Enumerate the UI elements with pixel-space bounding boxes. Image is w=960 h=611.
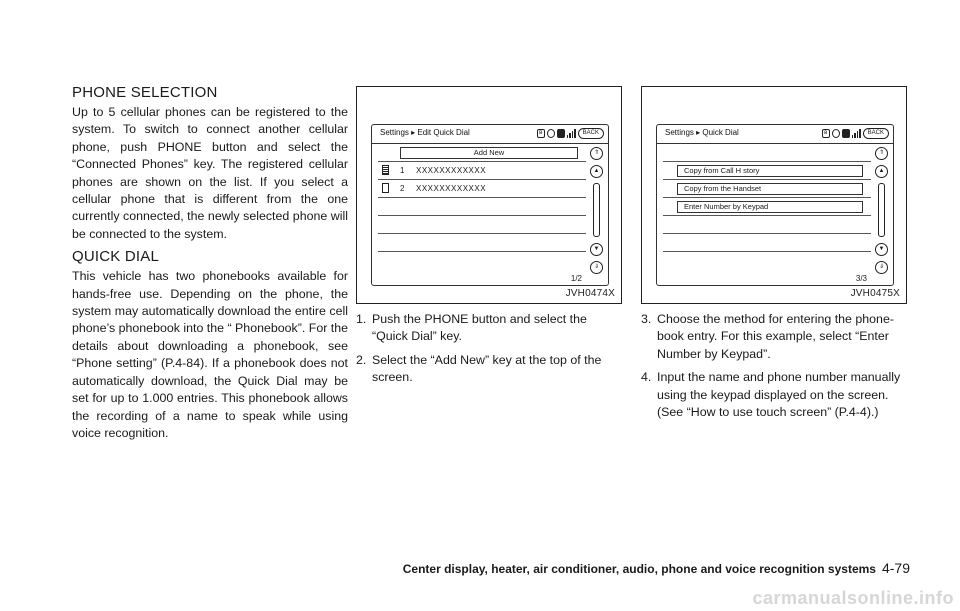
screen-title: Settings ▸ Edit Quick Dial [380,128,470,137]
page-up-icon[interactable]: ⇑ [875,147,888,160]
method-options-list [663,144,871,252]
step-number: 3. [641,312,652,326]
copy-from-call-history-button[interactable]: Copy from Call H story [677,165,863,177]
entry-value: XXXXXXXXXXXX [416,184,487,193]
step-item [641,369,905,421]
step-item [356,311,620,346]
phone-status-icon [832,129,840,138]
scrollbar[interactable] [878,183,885,237]
enter-number-by-keypad-button[interactable]: Enter Number by Keypad [677,201,863,213]
figure-code: JVH0475X [850,288,900,299]
scroll-up-icon[interactable]: ▲ [875,165,888,178]
list-item[interactable] [378,180,586,198]
list-item [663,180,871,198]
back-button[interactable]: BACK [863,128,889,139]
list-item-empty [378,234,586,252]
page-down-icon[interactable]: ⇓ [875,261,888,274]
screen-quick-dial [656,124,894,286]
list-item-empty [378,198,586,216]
step-item [641,311,905,363]
step-number: 4. [641,370,652,385]
screen-title: Settings ▸ Quick Dial [665,128,739,137]
entry-number: 2 [400,184,405,193]
paragraph-quick-dial: This vehicle has two phonebooks available for hands-free use. Depending on the phone, the system may automatically download the entire cell phone’s phonebook into the “ Phonebook”. For the details about downloading a phonebook, see “Phone setting” (P.4-84). If a phonebook does not automatically download, the Quick Dial may be set for up to 1.000 entries. This phonebook allows the recording of a name to speak while using voice recognition. [72,269,349,440]
list-item [663,162,871,180]
page-down-icon[interactable]: ⇓ [590,261,603,274]
text-column-1 [72,84,348,442]
paragraph-phone-selection: Up to 5 cellular phones can be registered to the system. To switch to connect another cellular phone, push PHONE button and select the “Connected Phones” key. The registered cellular phones are shown on the list. If you select a cellular phone that is different from the one currently connected, the newly selected phone will be connected to the system. [72,105,348,241]
text-column-3 [641,311,905,427]
scrollbar[interactable] [593,183,600,237]
screen-header [372,125,608,144]
list-item-empty [663,234,871,252]
scroll-controls [873,147,889,279]
list-item [663,198,871,216]
figure-edit-quick-dial [356,86,622,304]
page-number: 4-79 [881,560,910,576]
entry-number: 1 [400,166,405,175]
scroll-up-icon[interactable]: ▲ [590,165,603,178]
figure-code: JVH0474X [565,288,615,299]
scroll-down-icon[interactable]: ▼ [590,243,603,256]
page-indicator: 1/2 [570,274,582,283]
battery-icon [557,129,565,138]
signal-strength-icon [567,129,576,138]
step-number: 1. [356,312,367,326]
page-up-icon[interactable]: ⇑ [590,147,603,160]
step-number: 2. [356,352,367,367]
copy-from-handset-button[interactable]: Copy from the Handset [677,183,863,195]
list-item-empty [378,216,586,234]
scroll-down-icon[interactable]: ▼ [875,243,888,256]
step-item [356,352,620,387]
text-column-2 [356,311,620,393]
page-footer [380,560,910,578]
battery-icon [842,129,850,138]
figure-quick-dial-method [641,86,907,304]
entry-value: XXXXXXXXXXXX [416,166,487,175]
add-new-button[interactable]: Add New [400,147,578,159]
screen-header [657,125,893,144]
phonebook-entry-icon [382,165,389,175]
scroll-controls [588,147,604,279]
bluetooth-icon: ʙ [537,129,545,138]
step-text: Push the PHONE button and select the “Quick Dial” key. [372,312,587,344]
heading-quick-dial: QUICK DIAL [72,248,160,266]
phone-status-icon [547,129,555,138]
back-button[interactable]: BACK [578,128,604,139]
step-text: Select the “Add New” key at the top of the screen. [372,352,602,385]
steps-list [356,311,620,387]
list-item-empty [663,144,871,162]
step-text: Input the name and phone number manually using the keypad displayed on the screen. (See “How to use touch screen” (P.4-4).) [657,370,901,420]
list-item[interactable] [378,162,586,180]
status-icons [537,128,604,139]
list-item-empty [663,216,871,234]
phonebook-entry-icon [382,183,389,193]
status-icons [822,128,889,139]
step-text: Choose the method for entering the phone-book entry. For this example, select “Enter Number by Keypad”. [657,312,894,361]
page-indicator: 3/3 [855,274,867,283]
watermark: carmanualsonline.info [752,588,954,608]
signal-strength-icon [852,129,861,138]
screen-edit-quick-dial [371,124,609,286]
heading-phone-selection: PHONE SELECTION [72,84,218,101]
steps-list [641,311,905,421]
bluetooth-icon: ʙ [822,129,830,138]
quick-dial-list [378,144,586,252]
list-item-add-new [378,144,586,162]
footer-title: Center display, heater, air conditioner, audio, phone and voice recognition systems [402,562,876,576]
